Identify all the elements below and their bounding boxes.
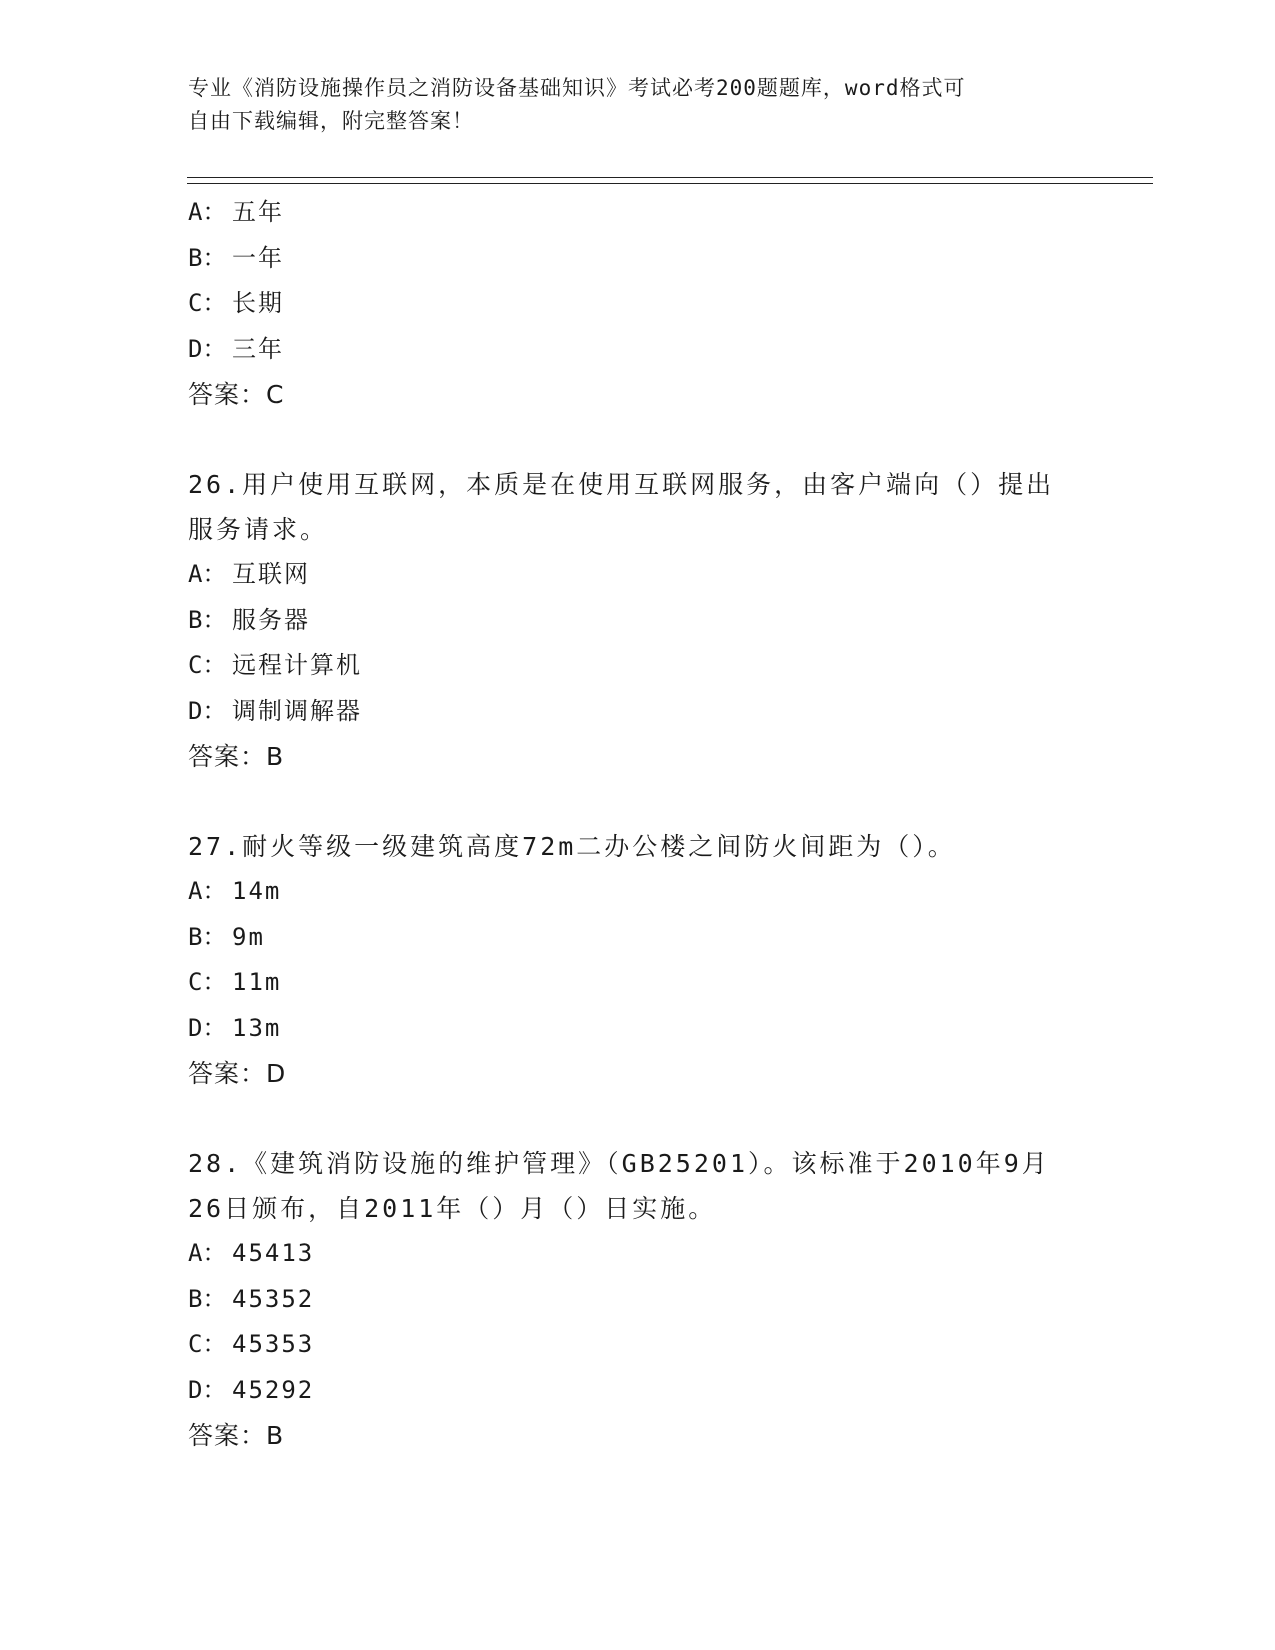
option-d <box>188 689 1088 735</box>
question-stem-line-2: 26日颁布，自2011年（）月（）日实施。 <box>188 1194 717 1223</box>
option-letter: D： <box>188 1013 227 1042</box>
header-divider-top <box>187 177 1153 178</box>
option-d <box>188 327 1088 373</box>
option-text: 45292 <box>232 1375 315 1404</box>
option-a <box>188 552 1088 598</box>
option-text: 45413 <box>232 1239 315 1267</box>
option-text: 调制调解器 <box>232 696 362 725</box>
spacer <box>188 417 1088 462</box>
option-letter: A： <box>188 877 227 905</box>
question-25 <box>188 190 1088 417</box>
option-c <box>188 1322 1088 1368</box>
option-a <box>188 1231 1088 1277</box>
option-a <box>188 869 1088 915</box>
option-letter: D： <box>188 334 227 363</box>
option-letter: C： <box>188 289 227 317</box>
option-b <box>188 1277 1088 1323</box>
question-stem-line-1: 26.用户使用互联网，本质是在使用互联网服务，由客户端向（）提出 <box>188 470 1055 499</box>
option-letter: B： <box>188 922 227 951</box>
option-text: 一年 <box>232 243 284 272</box>
option-letter: C： <box>188 968 227 996</box>
option-b <box>188 598 1088 644</box>
option-letter: D： <box>188 1375 227 1404</box>
question-27 <box>188 824 1088 1096</box>
option-text: 长期 <box>232 289 284 317</box>
option-b <box>188 236 1088 282</box>
header-line-2: 自由下载编辑，附完整答案！ <box>188 109 474 133</box>
option-d <box>188 1006 1088 1052</box>
option-b <box>188 915 1088 961</box>
question-26 <box>188 462 1088 779</box>
answer-line: 答案：D <box>188 1059 287 1088</box>
option-letter: A： <box>188 560 227 588</box>
option-a <box>188 190 1088 236</box>
option-letter: A： <box>188 1239 227 1267</box>
option-d <box>188 1368 1088 1414</box>
option-text: 45353 <box>232 1330 315 1358</box>
option-text: 远程计算机 <box>232 651 362 679</box>
header-line-1: 专业《消防设施操作员之消防设备基础知识》考试必考200题题库，word格式可 <box>188 76 966 100</box>
option-letter: D： <box>188 696 227 725</box>
spacer <box>188 1096 1088 1141</box>
option-text: 14m <box>232 877 282 905</box>
document-header <box>188 72 1088 138</box>
option-text: 13m <box>232 1013 282 1042</box>
option-letter: A： <box>188 198 227 226</box>
answer-line: 答案：B <box>188 742 285 771</box>
option-text: 互联网 <box>232 560 310 588</box>
question-stem-line-1: 28.《建筑消防设施的维护管理》（GB25201）。该标准于2010年9月 <box>188 1149 1050 1178</box>
option-c <box>188 281 1088 327</box>
option-letter: B： <box>188 605 227 634</box>
option-text: 9m <box>232 922 265 951</box>
option-letter: C： <box>188 651 227 679</box>
question-list <box>188 190 1088 1458</box>
option-text: 45352 <box>232 1284 315 1313</box>
option-text: 五年 <box>232 198 284 226</box>
option-text: 三年 <box>232 334 284 363</box>
question-stem-line-2: 服务请求。 <box>188 515 329 544</box>
option-letter: B： <box>188 1284 227 1313</box>
spacer <box>188 779 1088 824</box>
answer-line: 答案：C <box>188 380 285 409</box>
option-letter: B： <box>188 243 227 272</box>
option-c <box>188 960 1088 1006</box>
option-letter: C： <box>188 1330 227 1358</box>
answer-line: 答案：B <box>188 1421 285 1450</box>
option-text: 服务器 <box>232 605 310 634</box>
question-28 <box>188 1141 1088 1458</box>
question-stem-line-1: 27.耐火等级一级建筑高度72m二办公楼之间防火间距为（）。 <box>188 832 956 861</box>
option-text: 11m <box>232 968 282 996</box>
option-c <box>188 643 1088 689</box>
header-divider-bottom <box>187 183 1153 184</box>
